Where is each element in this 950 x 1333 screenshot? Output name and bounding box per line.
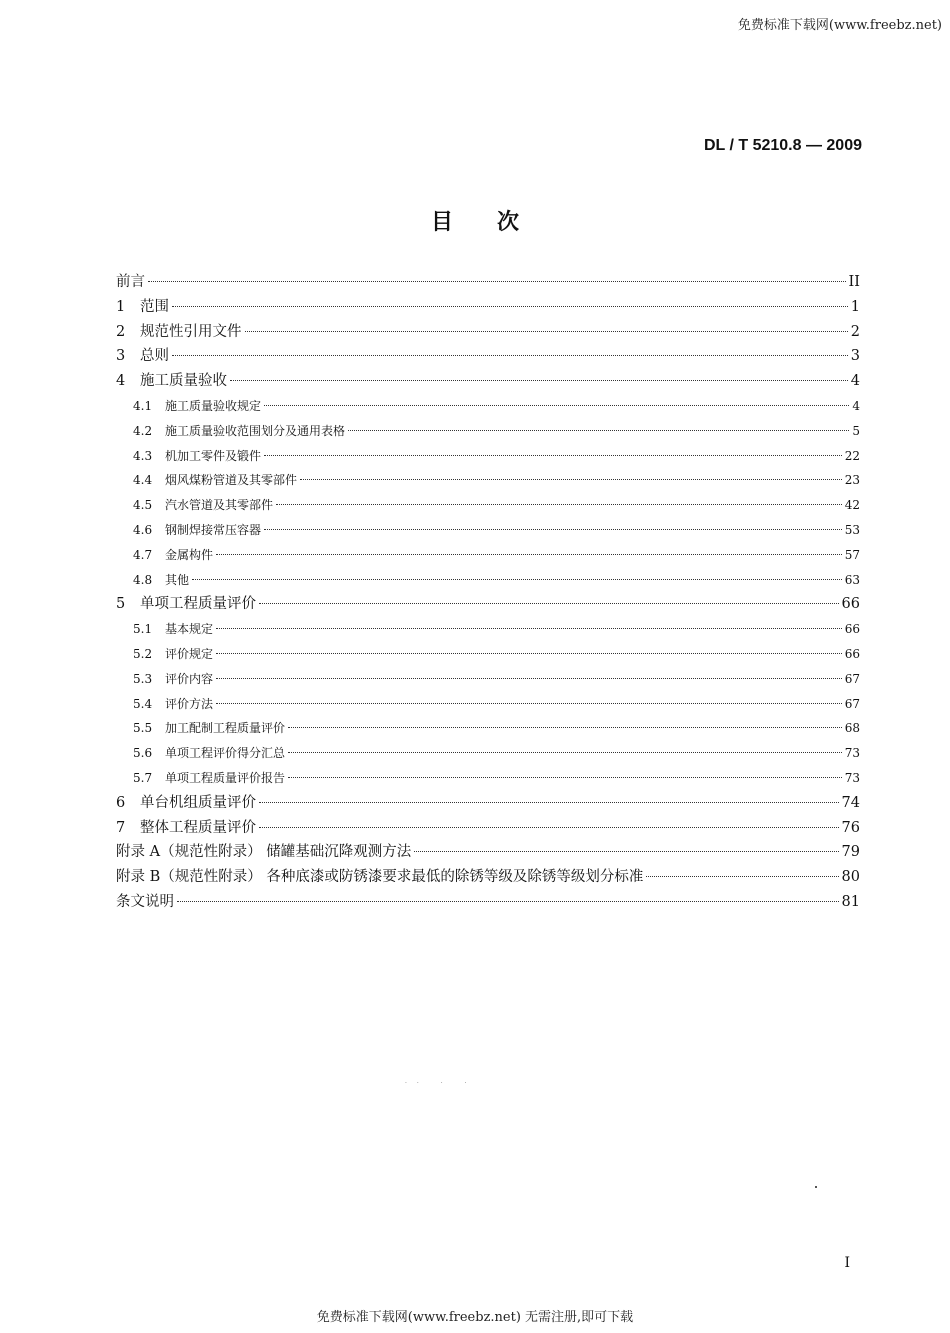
toc-subentry (116, 716, 860, 741)
toc-entry-page: 67 (844, 696, 860, 711)
toc-leader-dots (288, 777, 842, 778)
toc-entry-page: 42 (844, 498, 860, 513)
toc-entry-label: 单项工程质量评价报告 (165, 770, 286, 785)
toc-entry-label: 其他 (165, 572, 190, 587)
toc-entry (116, 890, 860, 915)
toc-entry-label: 规范性引用文件 (140, 323, 242, 340)
toc-entry (116, 270, 860, 295)
toc-entry-number: 5.3 (133, 671, 153, 686)
toc-entry-page: 81 (841, 893, 860, 910)
toc-entry-label: 单项工程质量评价 (140, 596, 256, 613)
toc-entry-page: 5 (852, 423, 860, 438)
toc-entry-page: 63 (844, 572, 860, 587)
toc-entry-number: 2 (116, 323, 126, 340)
toc-subentry (116, 444, 860, 469)
toc-leader-dots (288, 727, 842, 728)
toc-entry (116, 344, 860, 369)
toc-entry (116, 295, 860, 320)
toc-subentry (116, 617, 860, 642)
toc-entry-number: 7 (116, 819, 126, 836)
toc-entry-label: 汽水管道及其零部件 (165, 498, 274, 513)
toc-leader-dots (216, 554, 842, 555)
toc-subentry (116, 394, 860, 419)
toc-entry-number: 1 (116, 298, 126, 315)
page-number: I (844, 1255, 850, 1271)
toc-entry-label: 评价内容 (165, 671, 214, 686)
scan-specks: ·· · · (405, 1080, 477, 1087)
toc-entry-label: 烟风煤粉管道及其零部件 (165, 473, 298, 488)
toc-entry-page: 57 (844, 547, 860, 562)
toc-entry-page: 80 (841, 869, 860, 886)
toc-subentry (116, 518, 860, 543)
toc-entry (116, 320, 860, 345)
toc-entry-page: 66 (841, 596, 860, 613)
toc-leader-dots (216, 653, 842, 654)
toc-entry-label: 机加工零件及锻件 (165, 448, 262, 463)
toc-entry-page: 2 (850, 323, 860, 340)
toc-leader-dots (264, 405, 849, 406)
header-watermark: 免费标准下载网(www.freebz.net) (737, 18, 942, 33)
toc-leader-dots (177, 901, 839, 902)
toc-subentry (116, 667, 860, 692)
toc-leader-dots (216, 703, 842, 704)
toc-entry-label: 整体工程质量评价 (140, 819, 256, 836)
toc-entry-number: 4.8 (133, 572, 153, 587)
toc-leader-dots (300, 479, 842, 480)
toc-leader-dots (192, 579, 842, 580)
toc-entry (116, 865, 860, 890)
toc-leader-dots (276, 504, 842, 505)
toc-subentry (116, 642, 860, 667)
toc-entry-label: 金属构件 (165, 547, 214, 562)
toc-entry-number: 4 (116, 373, 126, 390)
toc-leader-dots (216, 678, 842, 679)
toc-entry-page: 23 (844, 473, 860, 488)
scan-speck (815, 1186, 817, 1188)
toc-leader-dots (646, 876, 838, 877)
toc-entry (116, 840, 860, 865)
toc-subentry (116, 419, 860, 444)
toc-entry-number: 6 (116, 794, 126, 811)
toc-entry-label: 施工质量验收规定 (165, 398, 262, 413)
toc-entry-page: 53 (844, 522, 860, 537)
toc-subentry (116, 766, 860, 791)
table-of-contents (116, 270, 860, 915)
toc-subentry (116, 543, 860, 568)
toc-entry-number: 5.4 (133, 696, 153, 711)
toc-entry-page: 73 (844, 770, 860, 785)
footer-watermark: 免费标准下载网(www.freebz.net) 无需注册,即可下载 (316, 1310, 634, 1325)
toc-subentry (116, 493, 860, 518)
toc-entry-label: 附录 B（规范性附录） 各种底漆或防锈漆要求最低的除锈等级及除锈等级划分标准 (116, 869, 644, 886)
toc-entry (116, 791, 860, 816)
toc-leader-dots (264, 529, 842, 530)
toc-entry-page: 4 (852, 398, 860, 413)
toc-leader-dots (245, 331, 848, 332)
toc-leader-dots (414, 851, 838, 852)
toc-leader-dots (259, 802, 839, 803)
toc-entry-number: 3 (116, 348, 126, 365)
toc-subentry (116, 692, 860, 717)
toc-entry-page: 66 (844, 622, 860, 637)
toc-entry (116, 369, 860, 394)
toc-entry-number: 4.3 (133, 448, 153, 463)
toc-entry-page: II (848, 274, 860, 290)
toc-leader-dots (259, 603, 839, 604)
toc-entry-page: 73 (844, 746, 860, 761)
toc-entry-label: 施工质量验收范围划分及通用表格 (165, 423, 346, 438)
toc-title: 目次 (430, 209, 563, 235)
toc-entry (116, 816, 860, 841)
toc-leader-dots (148, 281, 846, 282)
toc-entry-label: 单台机组质量评价 (140, 794, 256, 811)
toc-subentry (116, 568, 860, 593)
toc-entry-label: 条文说明 (116, 893, 174, 910)
toc-entry-number: 4.6 (133, 522, 153, 537)
toc-entry-label: 加工配制工程质量评价 (165, 721, 286, 736)
toc-subentry (116, 468, 860, 493)
toc-entry-number: 4.1 (133, 398, 153, 413)
toc-entry-label: 施工质量验收 (140, 373, 227, 390)
toc-entry-page: 76 (841, 819, 860, 836)
toc-entry-number: 4.7 (133, 547, 153, 562)
toc-entry-page: 74 (841, 794, 860, 811)
toc-entry (116, 592, 860, 617)
toc-subentry (116, 741, 860, 766)
toc-entry-label: 范围 (140, 298, 169, 315)
standard-code: DL / T 5210.8 — 2009 (703, 137, 862, 154)
toc-entry-page: 67 (844, 671, 860, 686)
toc-leader-dots (259, 827, 839, 828)
toc-entry-page: 3 (850, 348, 860, 365)
toc-entry-number: 5.2 (133, 646, 153, 661)
toc-entry-number: 4.4 (133, 473, 153, 488)
toc-entry-number: 5.1 (133, 622, 153, 637)
toc-leader-dots (172, 306, 848, 307)
toc-entry-number: 5 (116, 596, 126, 613)
toc-leader-dots (264, 455, 842, 456)
toc-entry-page: 66 (844, 646, 860, 661)
toc-entry-label: 总则 (140, 348, 169, 365)
toc-leader-dots (216, 628, 842, 629)
toc-entry-label: 前言 (116, 274, 145, 290)
toc-leader-dots (288, 752, 842, 753)
toc-leader-dots (172, 355, 848, 356)
toc-entry-page: 22 (844, 448, 860, 463)
toc-entry-label: 单项工程评价得分汇总 (165, 746, 286, 761)
toc-leader-dots (230, 380, 848, 381)
toc-entry-number: 5.7 (133, 770, 153, 785)
toc-entry-number: 5.6 (133, 746, 153, 761)
toc-entry-number: 4.2 (133, 423, 153, 438)
toc-leader-dots (348, 430, 849, 431)
toc-entry-page: 1 (850, 298, 860, 315)
toc-entry-number: 5.5 (133, 721, 153, 736)
toc-entry-page: 79 (841, 844, 860, 861)
toc-entry-label: 基本规定 (165, 622, 214, 637)
toc-entry-page: 4 (850, 373, 860, 390)
toc-entry-label: 钢制焊接常压容器 (165, 522, 262, 537)
toc-entry-page: 68 (844, 721, 860, 736)
toc-entry-label: 附录 A（规范性附录） 储罐基础沉降观测方法 (116, 844, 412, 861)
toc-entry-number: 4.5 (133, 498, 153, 513)
toc-entry-label: 评价规定 (165, 646, 214, 661)
toc-entry-label: 评价方法 (165, 696, 214, 711)
